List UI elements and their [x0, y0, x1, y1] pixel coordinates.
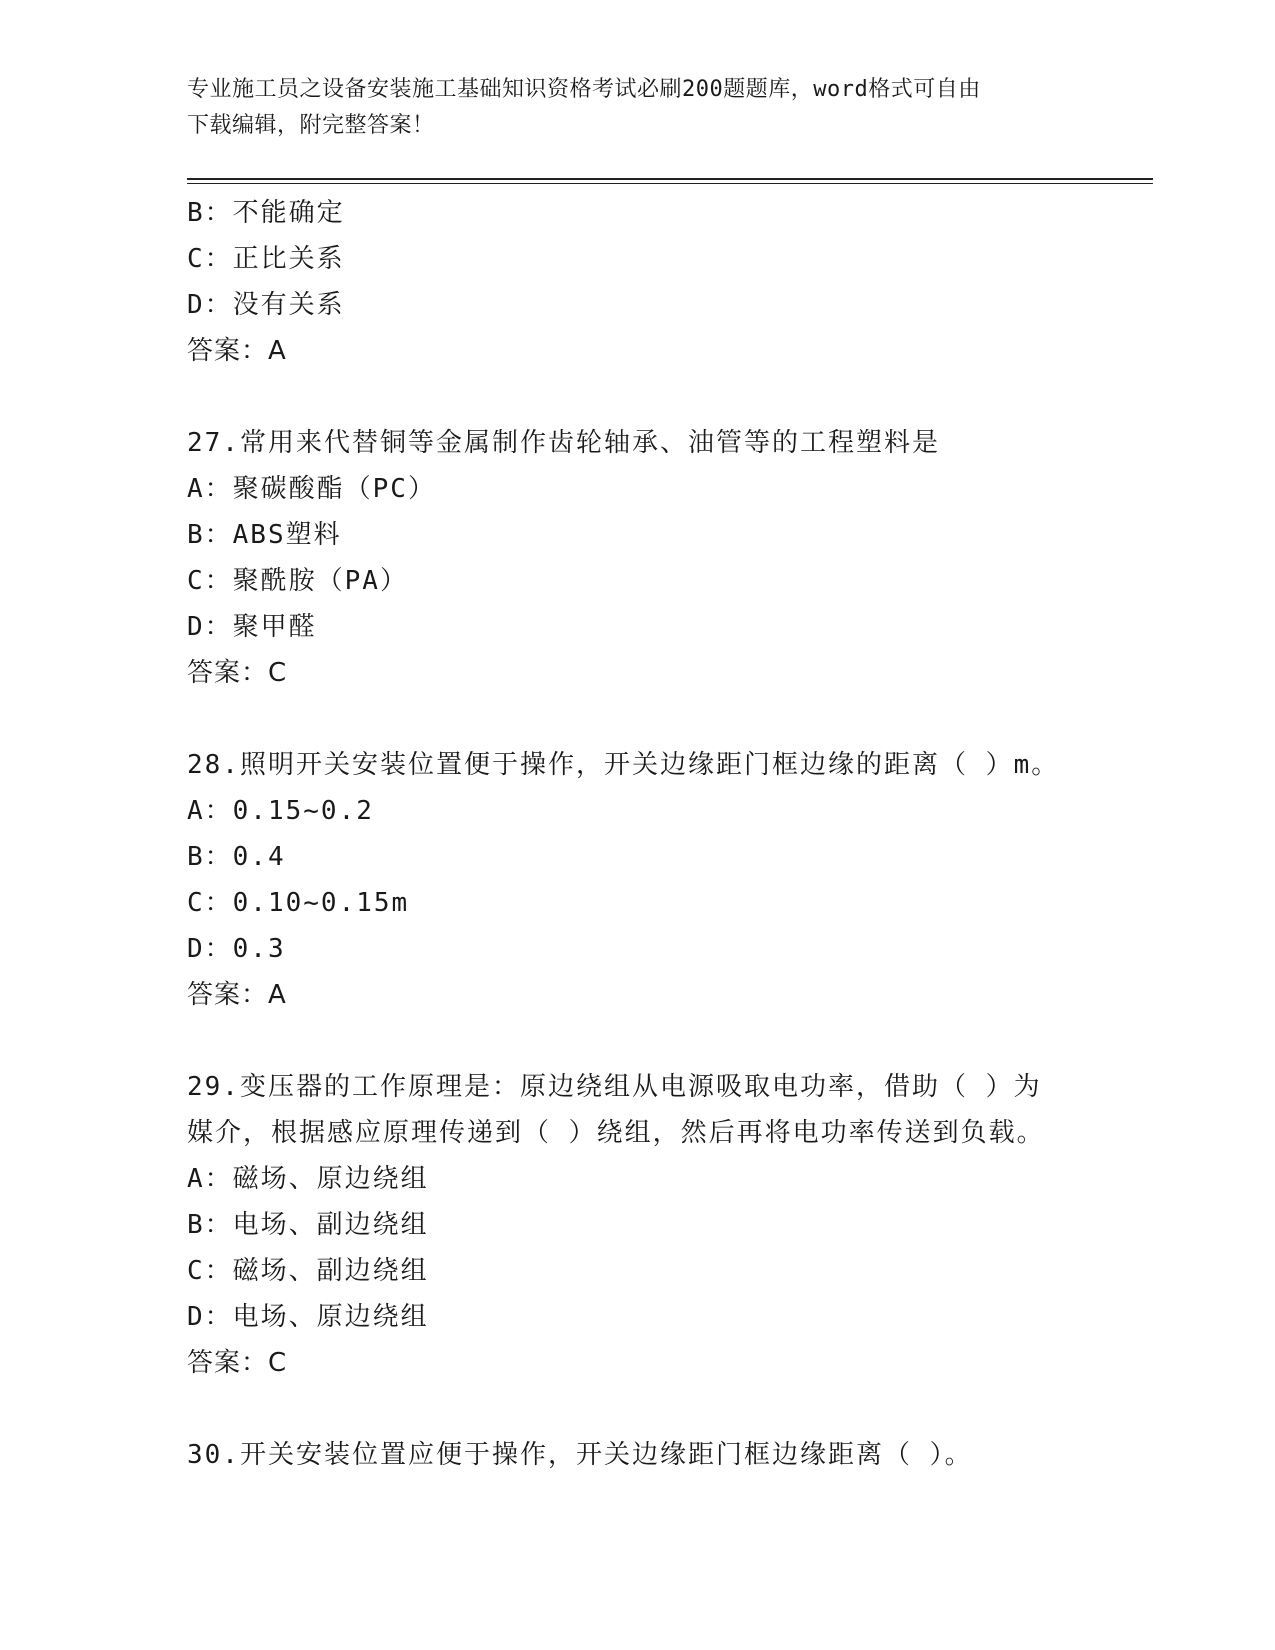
option-a: A：0.15~0.2	[187, 796, 374, 826]
option-c: C：0.10~0.15m	[187, 888, 410, 918]
header-rule-thick	[187, 178, 1153, 180]
answer-line: 答案：A	[187, 336, 287, 366]
question-stem: 28.照明开关安装位置便于操作，开关边缘距门框边缘的距离（ ）m。	[187, 750, 1060, 780]
option-d: D：没有关系	[187, 290, 345, 320]
answer-line: 答案：C	[187, 1348, 288, 1378]
question-stem: 30.开关安装位置应便于操作，开关边缘距门框边缘距离（ ）。	[187, 1440, 973, 1470]
question-stem: 27.常用来代替铜等金属制作齿轮轴承、油管等的工程塑料是	[187, 428, 940, 458]
question-block-prev	[187, 190, 1153, 374]
option-b: B：ABS塑料	[187, 520, 342, 550]
question-stem-line-1: 29.变压器的工作原理是：原边绕组从电源吸取电功率，借助（ ）为	[187, 1072, 1042, 1102]
option-d: D：0.3	[187, 934, 286, 964]
header-line-2: 下载编辑，附完整答案！	[187, 113, 435, 138]
option-d: D：聚甲醛	[187, 612, 317, 642]
option-a: A：聚碳酸酯（PC）	[187, 474, 436, 504]
header-line-1: 专业施工员之设备安装施工基础知识资格考试必刷200题题库，word格式可自由	[187, 77, 981, 102]
option-c: C：聚酰胺（PA）	[187, 566, 408, 596]
option-b: B：0.4	[187, 842, 286, 872]
option-a: A：磁场、原边绕组	[187, 1164, 429, 1194]
question-block-27	[187, 420, 1153, 696]
document-header	[187, 72, 1087, 144]
answer-line: 答案：A	[187, 980, 287, 1010]
option-c: C：正比关系	[187, 244, 345, 274]
question-block-28	[187, 742, 1153, 1018]
header-rule-thin	[187, 183, 1153, 184]
answer-line: 答案：C	[187, 658, 288, 688]
document-body	[187, 190, 1153, 1478]
option-d: D：电场、原边绕组	[187, 1302, 429, 1332]
option-c: C：磁场、副边绕组	[187, 1256, 429, 1286]
question-block-30	[187, 1432, 1153, 1478]
option-b: B：电场、副边绕组	[187, 1210, 429, 1240]
question-block-29	[187, 1064, 1153, 1386]
question-stem-line-2: 媒介，根据感应原理传递到（ ）绕组，然后再将电功率传送到负载。	[187, 1118, 1045, 1148]
option-b: B：不能确定	[187, 198, 345, 228]
